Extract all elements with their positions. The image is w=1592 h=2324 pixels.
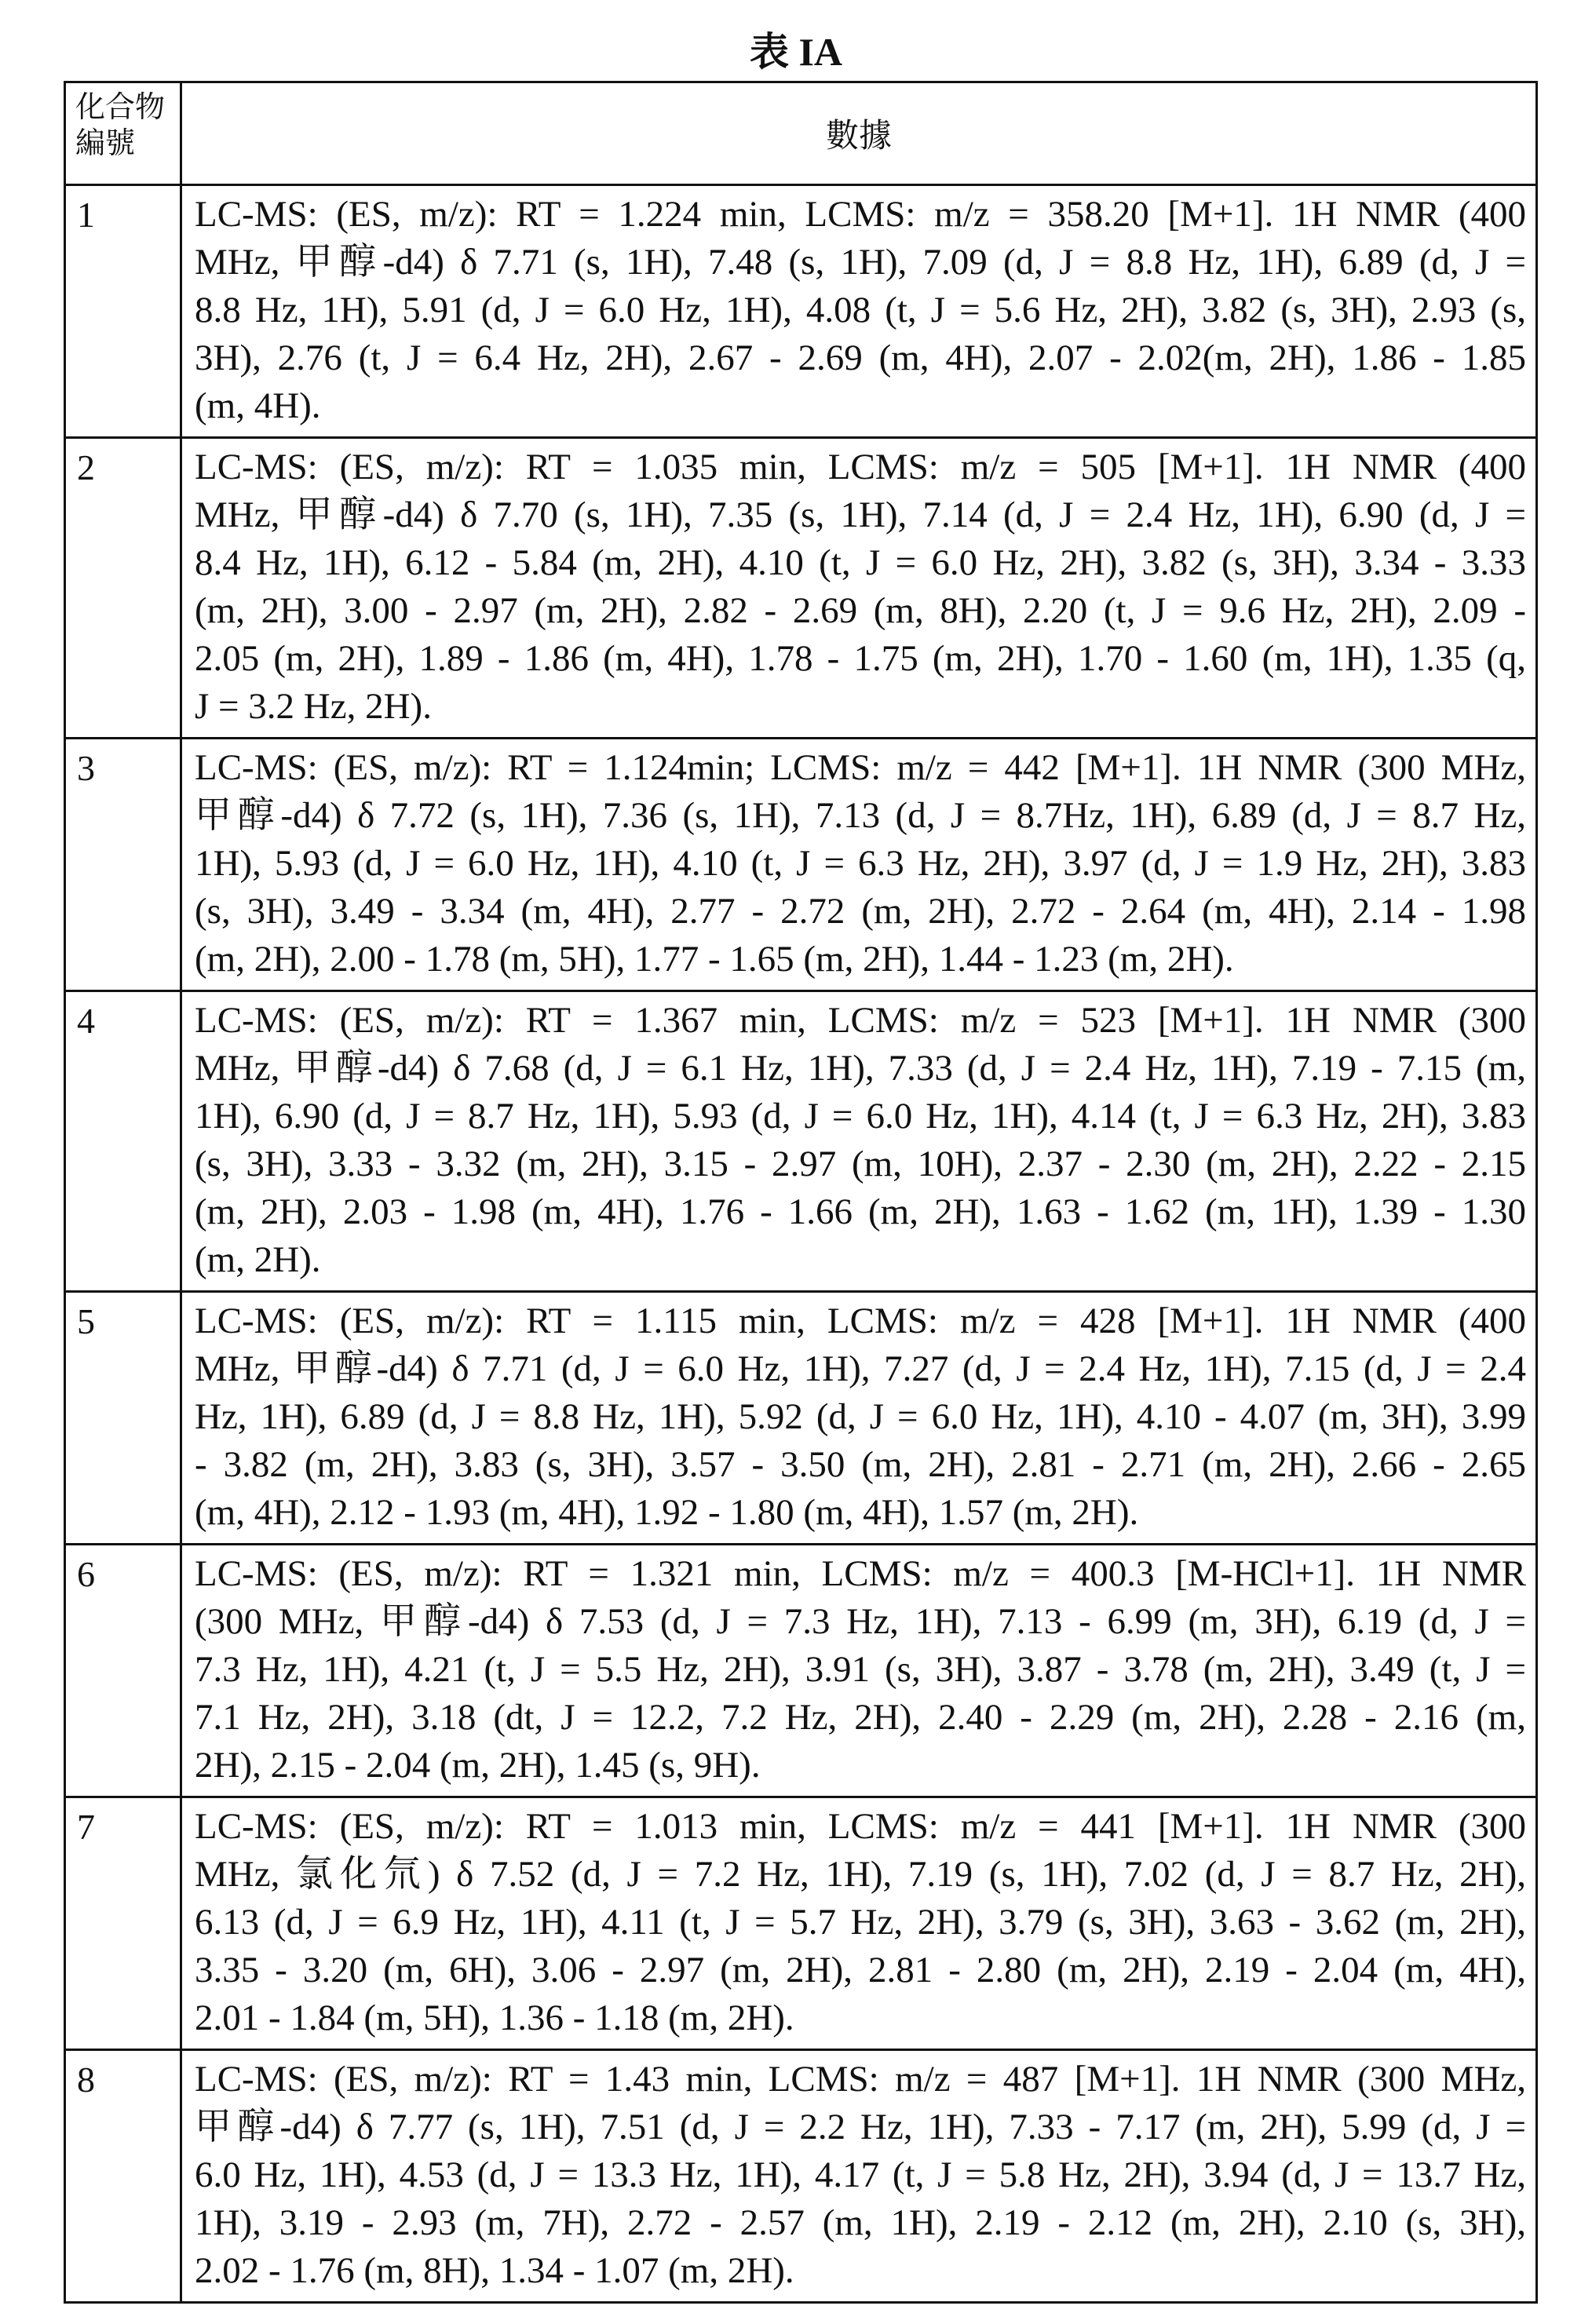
data-text-line: (m, 2H). (195, 1236, 1526, 1284)
data-text-line: (m, 4H). (195, 382, 1526, 430)
data-text-line: 7.3 Hz, 1H), 4.21 (t, J = 5.5 Hz, 2H), 3.91 (s, 3H), 3.87 - 3.78 (m, 2H), 3.49 (t, J = (195, 1646, 1526, 1694)
header-data: 數據 (181, 82, 1537, 185)
compound-number: 4 (65, 991, 181, 1292)
data-text-line: (m, 2H), 3.00 - 2.97 (m, 2H), 2.82 - 2.69 (m, 8H), 2.20 (t, J = 9.6 Hz, 2H), 2.09 - (195, 587, 1526, 635)
table-row (65, 1797, 1537, 2050)
compound-data (181, 1292, 1537, 1545)
header-compound-id-line: 化合物 (75, 89, 180, 126)
data-text-line: LC-MS: (ES, m/z): RT = 1.115 min, LCMS: m/z = 428 [M+1]. 1H NMR (400 (195, 1297, 1526, 1345)
data-text-line: 3.35 - 3.20 (m, 6H), 3.06 - 2.97 (m, 2H), 2.81 - 2.80 (m, 2H), 2.19 - 2.04 (m, 4H), (195, 1946, 1526, 1994)
data-text-line: 6.0 Hz, 1H), 4.53 (d, J = 13.3 Hz, 1H), 4.17 (t, J = 5.8 Hz, 2H), 3.94 (d, J = 13.7 Hz, (195, 2151, 1526, 2199)
data-text-line: LC-MS: (ES, m/z): RT = 1.367 min, LCMS: m/z = 523 [M+1]. 1H NMR (300 (195, 997, 1526, 1045)
compound-number: 7 (65, 1797, 181, 2050)
data-text-line: LC-MS: (ES, m/z): RT = 1.124min; LCMS: m/z = 442 [M+1]. 1H NMR (300 MHz, (195, 744, 1526, 792)
table-title: 表 IA (0, 28, 1592, 75)
table-row (65, 185, 1537, 438)
data-text-line: (s, 3H), 3.49 - 3.34 (m, 4H), 2.77 - 2.72 (m, 2H), 2.72 - 2.64 (m, 4H), 2.14 - 1.98 (195, 888, 1526, 936)
nmr-data-table (64, 81, 1538, 2304)
data-text-line: LC-MS: (ES, m/z): RT = 1.43 min, LCMS: m/z = 487 [M+1]. 1H NMR (300 MHz, (195, 2056, 1526, 2103)
data-text-line: 1H), 6.90 (d, J = 8.7 Hz, 1H), 5.93 (d, J = 6.0 Hz, 1H), 4.14 (t, J = 6.3 Hz, 2H), 3.83 (195, 1093, 1526, 1140)
data-text-line: (m, 4H), 2.12 - 1.93 (m, 4H), 1.92 - 1.80 (m, 4H), 1.57 (m, 2H). (195, 1489, 1526, 1537)
table-row (65, 2050, 1537, 2303)
compound-number: 2 (65, 438, 181, 739)
data-text-line: (m, 2H), 2.03 - 1.98 (m, 4H), 1.76 - 1.66 (m, 2H), 1.63 - 1.62 (m, 1H), 1.39 - 1.30 (195, 1188, 1526, 1236)
data-text-line: LC-MS: (ES, m/z): RT = 1.321 min, LCMS: m/z = 400.3 [M-HCl+1]. 1H NMR (195, 1550, 1526, 1598)
table-row (65, 739, 1537, 991)
table-row (65, 1545, 1537, 1797)
compound-number: 5 (65, 1292, 181, 1545)
header-compound-id (65, 82, 181, 185)
data-text-line: J = 3.2 Hz, 2H). (195, 683, 1526, 731)
data-text-line: MHz, 甲醇-d4) δ 7.71 (d, J = 6.0 Hz, 1H), 7.27 (d, J = 2.4 Hz, 1H), 7.15 (d, J = 2.4 (195, 1345, 1526, 1393)
compound-number: 8 (65, 2050, 181, 2303)
data-text-line: 1H), 5.93 (d, J = 6.0 Hz, 1H), 4.10 (t, J = 6.3 Hz, 2H), 3.97 (d, J = 1.9 Hz, 2H), 3.83 (195, 840, 1526, 888)
data-text-line: (300 MHz, 甲醇-d4) δ 7.53 (d, J = 7.3 Hz, 1H), 7.13 - 6.99 (m, 3H), 6.19 (d, J = (195, 1598, 1526, 1646)
data-text-line: 7.1 Hz, 2H), 3.18 (dt, J = 12.2, 7.2 Hz, 2H), 2.40 - 2.29 (m, 2H), 2.28 - 2.16 (m, (195, 1694, 1526, 1742)
data-text-line: - 3.82 (m, 2H), 3.83 (s, 3H), 3.57 - 3.50 (m, 2H), 2.81 - 2.71 (m, 2H), 2.66 - 2.65 (195, 1441, 1526, 1489)
data-text-line: LC-MS: (ES, m/z): RT = 1.035 min, LCMS: m/z = 505 [M+1]. 1H NMR (400 (195, 443, 1526, 491)
data-text-line: 8.4 Hz, 1H), 6.12 - 5.84 (m, 2H), 4.10 (t, J = 6.0 Hz, 2H), 3.82 (s, 3H), 3.34 - 3.33 (195, 539, 1526, 587)
compound-number: 3 (65, 739, 181, 991)
data-text-line: MHz, 甲醇-d4) δ 7.70 (s, 1H), 7.35 (s, 1H), 7.14 (d, J = 2.4 Hz, 1H), 6.90 (d, J = (195, 491, 1526, 539)
table-row (65, 1292, 1537, 1545)
compound-number: 1 (65, 185, 181, 438)
data-text-line: MHz, 甲醇-d4) δ 7.71 (s, 1H), 7.48 (s, 1H), 7.09 (d, J = 8.8 Hz, 1H), 6.89 (d, J = (195, 239, 1526, 286)
data-text-line: 8.8 Hz, 1H), 5.91 (d, J = 6.0 Hz, 1H), 4.08 (t, J = 5.6 Hz, 2H), 3.82 (s, 3H), 2.93 (s, (195, 286, 1526, 334)
compound-number: 6 (65, 1545, 181, 1797)
data-text-line: MHz, 甲醇-d4) δ 7.68 (d, J = 6.1 Hz, 1H), 7.33 (d, J = 2.4 Hz, 1H), 7.19 - 7.15 (m, (195, 1045, 1526, 1093)
header-compound-id-line: 編號 (75, 126, 180, 162)
table-header-row (65, 82, 1537, 185)
data-text-line: 甲醇-d4) δ 7.72 (s, 1H), 7.36 (s, 1H), 7.13 (d, J = 8.7Hz, 1H), 6.89 (d, J = 8.7 Hz, (195, 792, 1526, 840)
compound-data (181, 991, 1537, 1292)
data-text-line: (s, 3H), 3.33 - 3.32 (m, 2H), 3.15 - 2.97 (m, 10H), 2.37 - 2.30 (m, 2H), 2.22 - 2.15 (195, 1140, 1526, 1188)
data-text-line: 2.05 (m, 2H), 1.89 - 1.86 (m, 4H), 1.78 - 1.75 (m, 2H), 1.70 - 1.60 (m, 1H), 1.35 (q, (195, 635, 1526, 683)
compound-data (181, 2050, 1537, 2303)
compound-data (181, 1545, 1537, 1797)
data-text-line: 3H), 2.76 (t, J = 6.4 Hz, 2H), 2.67 - 2.69 (m, 4H), 2.07 - 2.02(m, 2H), 1.86 - 1.85 (195, 334, 1526, 382)
data-text-line: MHz, 氯化氘) δ 7.52 (d, J = 7.2 Hz, 1H), 7.19 (s, 1H), 7.02 (d, J = 8.7 Hz, 2H), (195, 1851, 1526, 1899)
data-text-line: 2.02 - 1.76 (m, 8H), 1.34 - 1.07 (m, 2H). (195, 2247, 1526, 2295)
data-text-line: 甲醇-d4) δ 7.77 (s, 1H), 7.51 (d, J = 2.2 Hz, 1H), 7.33 - 7.17 (m, 2H), 5.99 (d, J = (195, 2103, 1526, 2151)
table-row (65, 438, 1537, 739)
compound-data (181, 185, 1537, 438)
data-text-line: (m, 2H), 2.00 - 1.78 (m, 5H), 1.77 - 1.65 (m, 2H), 1.44 - 1.23 (m, 2H). (195, 936, 1526, 983)
data-text-line: 2H), 2.15 - 2.04 (m, 2H), 1.45 (s, 9H). (195, 1742, 1526, 1790)
data-text-line: LC-MS: (ES, m/z): RT = 1.224 min, LCMS: m/z = 358.20 [M+1]. 1H NMR (400 (195, 191, 1526, 239)
compound-data (181, 739, 1537, 991)
data-text-line: LC-MS: (ES, m/z): RT = 1.013 min, LCMS: m/z = 441 [M+1]. 1H NMR (300 (195, 1803, 1526, 1851)
data-text-line: 2.01 - 1.84 (m, 5H), 1.36 - 1.18 (m, 2H). (195, 1994, 1526, 2042)
compound-data (181, 438, 1537, 739)
data-text-line: 6.13 (d, J = 6.9 Hz, 1H), 4.11 (t, J = 5.7 Hz, 2H), 3.79 (s, 3H), 3.63 - 3.62 (m, 2H), (195, 1899, 1526, 1946)
data-text-line: 1H), 3.19 - 2.93 (m, 7H), 2.72 - 2.57 (m, 1H), 2.19 - 2.12 (m, 2H), 2.10 (s, 3H), (195, 2199, 1526, 2247)
data-text-line: Hz, 1H), 6.89 (d, J = 8.8 Hz, 1H), 5.92 (d, J = 6.0 Hz, 1H), 4.10 - 4.07 (m, 3H), 3.99 (195, 1393, 1526, 1441)
table-row (65, 991, 1537, 1292)
compound-data (181, 1797, 1537, 2050)
